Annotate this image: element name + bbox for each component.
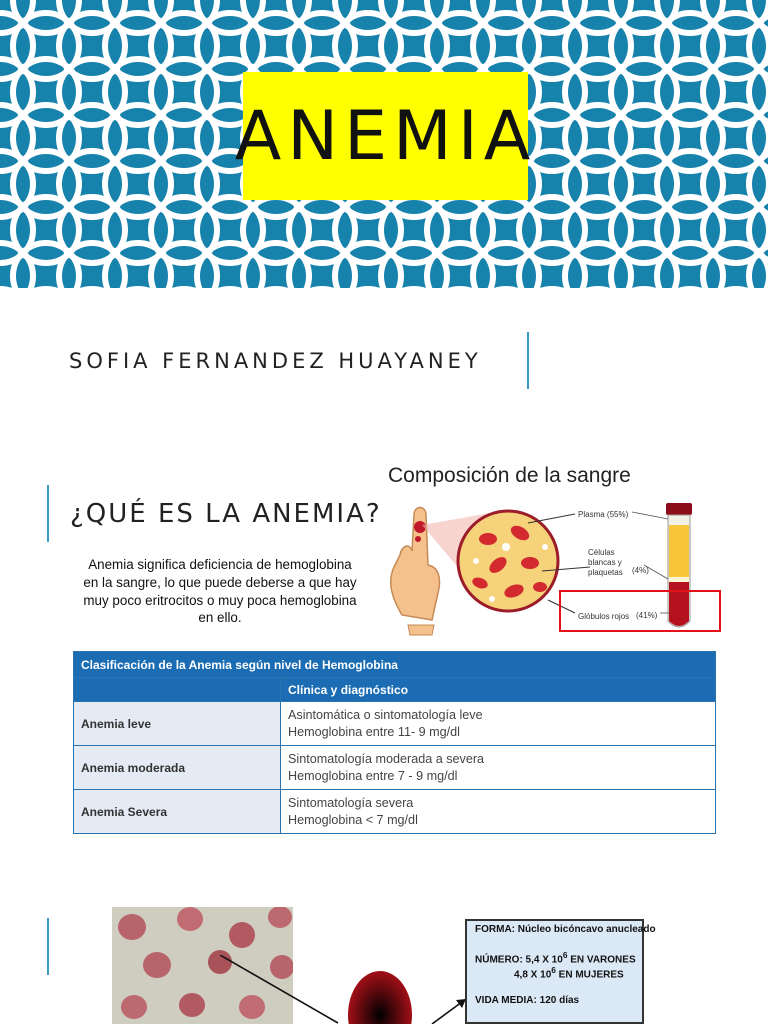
- title-highlight-box: [234, 72, 537, 200]
- table-row: [74, 790, 716, 834]
- pattern-ring: [151, 0, 217, 33]
- pattern-ring: [427, 0, 493, 33]
- pattern-ring: [0, 13, 33, 79]
- red-blood-cell-icon: [348, 971, 412, 1024]
- cells-label: Células blancas y plaquetas: [588, 548, 623, 577]
- blood-composition-illustration: [380, 495, 730, 640]
- info-numero-mujeres: 4,8 X $10^6$ EN MUJERES: [514, 965, 624, 981]
- composition-title: Composición de la sangre: [388, 464, 631, 487]
- pattern-ring: [519, 0, 585, 33]
- row-label: Anemia leve: [74, 702, 281, 746]
- pattern-ring: [335, 0, 401, 33]
- classification-table: [73, 651, 716, 834]
- info-forma: FORMA: Núcleo bicóncavo anucleado: [475, 924, 656, 935]
- arrow-line: [220, 955, 338, 1023]
- pattern-ring: [289, 0, 355, 33]
- table-column-header: Clínica y diagnóstico: [281, 678, 716, 702]
- table-title: Clasificación de la Anemia según nivel de Hemoglobina: [74, 652, 716, 678]
- pattern-ring: [473, 0, 539, 33]
- accent-divider: [47, 918, 49, 975]
- pattern-ring: [0, 197, 33, 263]
- cells-percent: (4%): [632, 566, 649, 575]
- row-value: [281, 702, 716, 746]
- table-row: [74, 702, 716, 746]
- pattern-ring: [657, 0, 723, 33]
- blood-sample-circle: [458, 511, 558, 611]
- info-vida-media: VIDA MEDIA: 120 días: [475, 994, 580, 1006]
- author-name: SOFIA FERNANDEZ HUAYANEY: [69, 349, 482, 373]
- pattern-ring: [565, 0, 631, 33]
- info-numero-varones: NÚMERO: 5,4 X $10^6$ EN VARONES: [475, 950, 636, 966]
- pattern-ring: [381, 0, 447, 33]
- red-cells-label: Glóbulos rojos: [578, 612, 630, 621]
- accent-divider: [527, 332, 529, 389]
- pattern-ring: [13, 0, 79, 33]
- red-cells-percent: (41%): [636, 611, 658, 620]
- pattern-ring: [703, 0, 768, 33]
- row-line: Sintomatología severa: [288, 795, 414, 810]
- row-value: [281, 790, 716, 834]
- plasma-label: Plasma (55%): [578, 510, 629, 519]
- definition-text: Anemia significa deficiencia de hemoglobina en la sangre, lo que puede deberse a que hay muy poco eritrocitos o muy poca hemoglobina en ello.: [83, 557, 357, 626]
- pattern-ring: [0, 151, 33, 217]
- table-row: [74, 746, 716, 790]
- row-line: Asintomática o sintomatología leve: [288, 707, 483, 722]
- pattern-ring: [243, 0, 309, 33]
- accent-divider: [47, 485, 49, 542]
- row-label: Anemia moderada: [74, 746, 281, 790]
- pattern-ring: [611, 0, 677, 33]
- pattern-ring: [0, 59, 33, 125]
- rbc-info-box: [465, 919, 656, 1024]
- pattern-ring: [0, 105, 33, 171]
- row-line: Sintomatología moderada a severa: [288, 751, 485, 766]
- row-line: Hemoglobina entre 11- 9 mg/dl: [288, 724, 460, 739]
- row-line: Hemoglobina < 7 mg/dl: [288, 812, 418, 827]
- row-label: Anemia Severa: [74, 790, 281, 834]
- slide-title: ANEMIA: [234, 96, 537, 176]
- table-header-empty: [74, 678, 281, 702]
- section-heading: ¿QUÉ ES LA ANEMIA?: [70, 499, 382, 529]
- pattern-ring: [105, 0, 171, 33]
- rbc-diagram: [220, 955, 470, 1024]
- row-line: Hemoglobina entre 7 - 9 mg/dl: [288, 768, 458, 783]
- test-tube: [666, 503, 692, 627]
- pattern-ring: [59, 0, 125, 33]
- row-value: [281, 746, 716, 790]
- pattern-ring: [197, 0, 263, 33]
